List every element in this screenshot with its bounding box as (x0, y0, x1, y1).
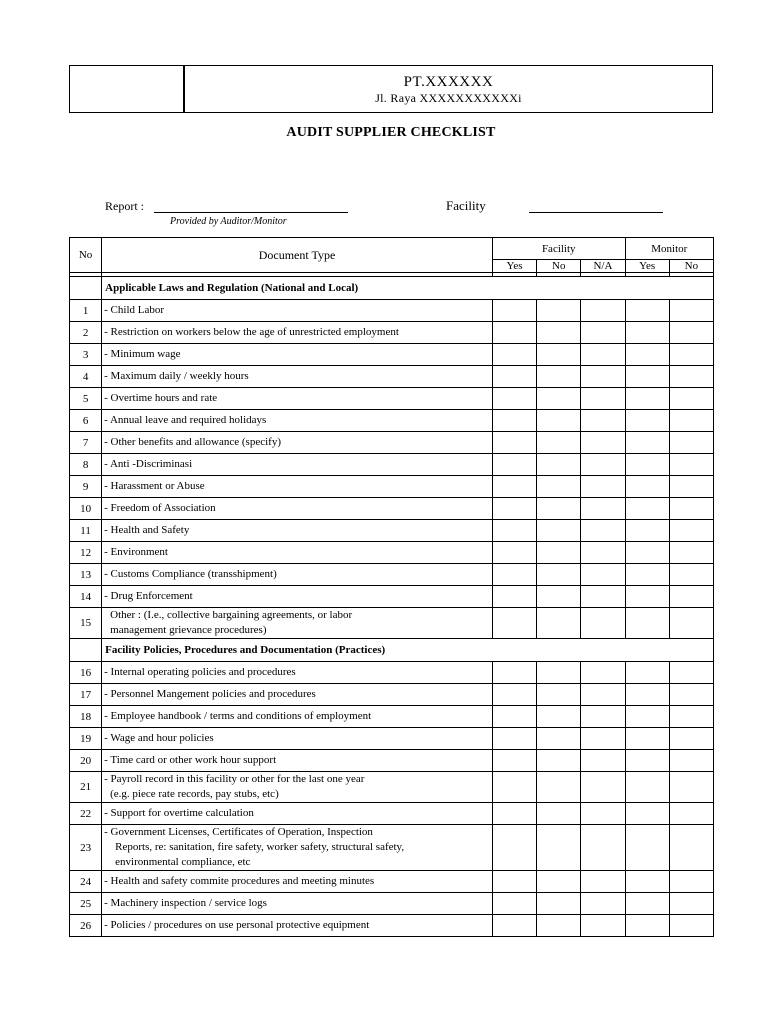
check-cell-facility-yes[interactable] (492, 803, 536, 825)
item-text-line: - Health and safety commite procedures and meeting minutes (104, 875, 375, 887)
item-text-line: - Support for overtime calculation (104, 807, 254, 819)
column-header-monitor-yes: Yes (625, 260, 669, 273)
check-cell-monitor-no[interactable] (669, 388, 713, 410)
check-cell-monitor-no[interactable] (669, 728, 713, 750)
check-cell-monitor-no[interactable] (669, 915, 713, 937)
table-row (70, 750, 714, 772)
item-number: 21 (70, 772, 102, 803)
table-row (70, 344, 714, 366)
check-cell-monitor-yes[interactable] (625, 586, 669, 608)
check-cell-facility-na[interactable] (581, 750, 625, 772)
company-info (185, 66, 712, 112)
check-cell-monitor-yes[interactable] (625, 803, 669, 825)
check-cell-facility-no[interactable] (537, 871, 581, 893)
item-number: 8 (70, 454, 102, 476)
section-row (70, 277, 714, 300)
check-cell-facility-no[interactable] (537, 410, 581, 432)
item-number: 3 (70, 344, 102, 366)
check-cell-monitor-no[interactable] (669, 893, 713, 915)
facility-field-line[interactable] (529, 212, 663, 213)
item-document-type (102, 498, 493, 520)
check-cell-facility-no[interactable] (537, 498, 581, 520)
item-text-line: - Internal operating policies and procedures (104, 666, 296, 678)
check-cell-facility-yes[interactable] (492, 586, 536, 608)
item-text-line: - Government Licenses, Certificates of Operation, Inspection (104, 826, 373, 838)
check-cell-facility-na[interactable] (581, 498, 625, 520)
checklist-body (70, 273, 714, 937)
check-cell-facility-yes[interactable] (492, 662, 536, 684)
column-header-facility-no: No (537, 260, 581, 273)
document-title: AUDIT SUPPLIER CHECKLIST (286, 125, 496, 140)
check-cell-facility-na[interactable] (581, 410, 625, 432)
item-number: 13 (70, 564, 102, 586)
check-cell-monitor-no[interactable] (669, 706, 713, 728)
item-text-line: - Personnel Mangement policies and procedures (104, 688, 316, 700)
item-document-type (102, 893, 493, 915)
check-cell-facility-yes[interactable] (492, 476, 536, 498)
check-cell-monitor-no[interactable] (669, 476, 713, 498)
check-cell-monitor-no[interactable] (669, 366, 713, 388)
item-document-type (102, 410, 493, 432)
check-cell-monitor-no[interactable] (669, 322, 713, 344)
section-title: Applicable Laws and Regulation (National and Local) (102, 277, 714, 300)
check-cell-facility-no[interactable] (537, 564, 581, 586)
section-title: Facility Policies, Procedures and Documentation (Practices) (102, 639, 714, 662)
check-cell-monitor-no[interactable] (669, 542, 713, 564)
check-cell-monitor-no[interactable] (669, 772, 713, 803)
item-number: 11 (70, 520, 102, 542)
check-cell-monitor-no[interactable] (669, 410, 713, 432)
item-text-line: - Maximum daily / weekly hours (104, 370, 249, 382)
check-cell-facility-na[interactable] (581, 706, 625, 728)
item-document-type (102, 432, 493, 454)
table-row (70, 586, 714, 608)
check-cell-facility-na[interactable] (581, 608, 625, 639)
check-cell-facility-no[interactable] (537, 684, 581, 706)
check-cell-facility-no[interactable] (537, 476, 581, 498)
check-cell-facility-no[interactable] (537, 825, 581, 871)
check-cell-monitor-yes[interactable] (625, 684, 669, 706)
check-cell-facility-na[interactable] (581, 825, 625, 871)
check-cell-facility-no[interactable] (537, 454, 581, 476)
check-cell-monitor-yes[interactable] (625, 300, 669, 322)
check-cell-monitor-yes[interactable] (625, 871, 669, 893)
report-label: Report : (105, 199, 144, 213)
column-header-monitor-no: No (669, 260, 713, 273)
check-cell-monitor-yes[interactable] (625, 825, 669, 871)
check-cell-facility-no[interactable] (537, 388, 581, 410)
item-document-type (102, 564, 493, 586)
section-row (70, 639, 714, 662)
column-header-facility-yes: Yes (492, 260, 536, 273)
check-cell-facility-na[interactable] (581, 476, 625, 498)
check-cell-facility-yes[interactable] (492, 366, 536, 388)
check-cell-facility-no[interactable] (537, 344, 581, 366)
check-cell-monitor-no[interactable] (669, 662, 713, 684)
check-cell-monitor-yes[interactable] (625, 366, 669, 388)
table-row (70, 803, 714, 825)
column-group-monitor: Monitor (625, 238, 713, 260)
item-number: 14 (70, 586, 102, 608)
item-text-line: - Freedom of Association (104, 502, 216, 514)
item-document-type (102, 300, 493, 322)
item-number: 10 (70, 498, 102, 520)
check-cell-facility-no[interactable] (537, 300, 581, 322)
check-cell-facility-no[interactable] (537, 520, 581, 542)
item-text-line: - Drug Enforcement (104, 590, 193, 602)
item-text-line: - Health and Safety (104, 524, 190, 536)
check-cell-facility-na[interactable] (581, 300, 625, 322)
check-cell-facility-no[interactable] (537, 432, 581, 454)
provided-by-note: Provided by Auditor/Monitor (170, 216, 287, 227)
check-cell-facility-yes[interactable] (492, 728, 536, 750)
check-cell-facility-yes[interactable] (492, 388, 536, 410)
check-cell-facility-yes[interactable] (492, 300, 536, 322)
item-text-line: Reports, re: sanitation, fire safety, worker safety, structural safety, (115, 841, 405, 853)
check-cell-facility-na[interactable] (581, 893, 625, 915)
table-row (70, 410, 714, 432)
check-cell-facility-na[interactable] (581, 366, 625, 388)
item-document-type (102, 520, 493, 542)
check-cell-facility-na[interactable] (581, 322, 625, 344)
item-text-line: - Restriction on workers below the age of unrestricted employment (104, 326, 399, 338)
section-number-cell (70, 639, 102, 662)
check-cell-monitor-yes[interactable] (625, 388, 669, 410)
check-cell-facility-na[interactable] (581, 915, 625, 937)
check-cell-facility-no[interactable] (537, 915, 581, 937)
check-cell-facility-yes[interactable] (492, 893, 536, 915)
check-cell-monitor-yes[interactable] (625, 498, 669, 520)
check-cell-facility-yes[interactable] (492, 706, 536, 728)
table-row (70, 871, 714, 893)
item-document-type (102, 476, 493, 498)
check-cell-monitor-no[interactable] (669, 825, 713, 871)
check-cell-facility-yes[interactable] (492, 410, 536, 432)
item-number: 12 (70, 542, 102, 564)
item-document-type (102, 586, 493, 608)
item-document-type (102, 322, 493, 344)
company-name: PT.XXXXXX (403, 73, 494, 90)
table-row (70, 608, 714, 639)
column-header-facility-na: N/A (581, 260, 625, 273)
check-cell-monitor-yes[interactable] (625, 750, 669, 772)
check-cell-monitor-no[interactable] (669, 608, 713, 639)
item-number: 2 (70, 322, 102, 344)
item-document-type (102, 344, 493, 366)
item-text-line: - Minimum wage (104, 348, 181, 360)
item-document-type (102, 915, 493, 937)
item-number: 23 (70, 825, 102, 871)
item-text-line: - Annual leave and required holidays (104, 414, 267, 426)
table-row (70, 520, 714, 542)
check-cell-monitor-yes[interactable] (625, 542, 669, 564)
item-number: 7 (70, 432, 102, 454)
check-cell-monitor-yes[interactable] (625, 662, 669, 684)
check-cell-monitor-no[interactable] (669, 300, 713, 322)
check-cell-facility-na[interactable] (581, 564, 625, 586)
check-cell-facility-na[interactable] (581, 662, 625, 684)
table-row (70, 498, 714, 520)
check-cell-facility-yes[interactable] (492, 772, 536, 803)
check-cell-facility-yes[interactable] (492, 454, 536, 476)
check-cell-facility-no[interactable] (537, 803, 581, 825)
check-cell-facility-no[interactable] (537, 772, 581, 803)
column-header-no: No (70, 238, 102, 273)
item-text-line: - Anti -Discriminasi (104, 458, 193, 470)
item-number: 22 (70, 803, 102, 825)
table-row (70, 432, 714, 454)
check-cell-facility-yes[interactable] (492, 915, 536, 937)
item-number: 1 (70, 300, 102, 322)
table-row (70, 728, 714, 750)
check-cell-facility-na[interactable] (581, 454, 625, 476)
table-row (70, 706, 714, 728)
check-cell-facility-yes[interactable] (492, 871, 536, 893)
check-cell-facility-na[interactable] (581, 803, 625, 825)
check-cell-monitor-no[interactable] (669, 344, 713, 366)
item-text-line: - Wage and hour policies (104, 732, 214, 744)
check-cell-facility-no[interactable] (537, 893, 581, 915)
check-cell-monitor-yes[interactable] (625, 410, 669, 432)
check-cell-facility-no[interactable] (537, 728, 581, 750)
item-text-line: - Harassment or Abuse (104, 480, 205, 492)
column-header-document-type: Document Type (102, 238, 493, 273)
item-text-line: - Overtime hours and rate (104, 392, 218, 404)
check-cell-monitor-no[interactable] (669, 432, 713, 454)
item-number: 25 (70, 893, 102, 915)
item-number: 18 (70, 706, 102, 728)
item-document-type (102, 542, 493, 564)
item-document-type (102, 871, 493, 893)
table-row (70, 300, 714, 322)
item-text-line: - Customs Compliance (transshipment) (104, 568, 277, 580)
item-number: 17 (70, 684, 102, 706)
check-cell-monitor-no[interactable] (669, 750, 713, 772)
company-address: Jl. Raya XXXXXXXXXXXi (375, 90, 522, 105)
item-number: 6 (70, 410, 102, 432)
table-row (70, 564, 714, 586)
check-cell-facility-no[interactable] (537, 586, 581, 608)
item-text-line: environmental compliance, etc (115, 856, 251, 868)
check-cell-facility-na[interactable] (581, 432, 625, 454)
table-row (70, 772, 714, 803)
check-cell-monitor-yes[interactable] (625, 772, 669, 803)
item-number: 5 (70, 388, 102, 410)
check-cell-monitor-no[interactable] (669, 454, 713, 476)
check-cell-facility-na[interactable] (581, 728, 625, 750)
item-text-line: - Environment (104, 546, 168, 558)
section-number-cell (70, 277, 102, 300)
item-text-line: - Employee handbook / terms and conditions of employment (104, 710, 372, 722)
item-number: 20 (70, 750, 102, 772)
table-row (70, 684, 714, 706)
logo-placeholder (70, 66, 185, 112)
check-cell-facility-yes[interactable] (492, 344, 536, 366)
check-cell-facility-no[interactable] (537, 542, 581, 564)
item-document-type (102, 750, 493, 772)
check-cell-facility-yes[interactable] (492, 750, 536, 772)
check-cell-monitor-yes[interactable] (625, 432, 669, 454)
check-cell-monitor-no[interactable] (669, 586, 713, 608)
check-cell-monitor-no[interactable] (669, 803, 713, 825)
check-cell-monitor-yes[interactable] (625, 322, 669, 344)
table-row (70, 322, 714, 344)
item-text-line: - Policies / procedures on use personal protective equipment (104, 919, 370, 931)
table-row (70, 915, 714, 937)
item-text-line: - Payroll record in this facility or other for the last one year (104, 773, 365, 785)
facility-label: Facility (446, 198, 486, 213)
check-cell-monitor-no[interactable] (669, 871, 713, 893)
item-document-type (102, 803, 493, 825)
check-cell-facility-yes[interactable] (492, 564, 536, 586)
check-cell-facility-na[interactable] (581, 520, 625, 542)
check-cell-facility-na[interactable] (581, 388, 625, 410)
item-number: 4 (70, 366, 102, 388)
check-cell-facility-yes[interactable] (492, 684, 536, 706)
item-document-type (102, 825, 493, 871)
check-cell-monitor-no[interactable] (669, 520, 713, 542)
item-document-type (102, 608, 493, 639)
item-text-line: (e.g. piece rate records, pay stubs, etc) (110, 788, 279, 800)
item-number: 19 (70, 728, 102, 750)
check-cell-facility-yes[interactable] (492, 498, 536, 520)
check-cell-facility-na[interactable] (581, 586, 625, 608)
check-cell-monitor-yes[interactable] (625, 706, 669, 728)
item-number: 9 (70, 476, 102, 498)
table-row (70, 542, 714, 564)
check-cell-monitor-yes[interactable] (625, 476, 669, 498)
check-cell-facility-yes[interactable] (492, 542, 536, 564)
check-cell-facility-yes[interactable] (492, 322, 536, 344)
check-cell-facility-no[interactable] (537, 366, 581, 388)
check-cell-monitor-yes[interactable] (625, 608, 669, 639)
check-cell-monitor-no[interactable] (669, 684, 713, 706)
table-row (70, 662, 714, 684)
check-cell-facility-na[interactable] (581, 542, 625, 564)
checklist-table (69, 237, 714, 937)
column-group-facility: Facility (492, 238, 625, 260)
check-cell-facility-yes[interactable] (492, 608, 536, 639)
check-cell-facility-na[interactable] (581, 871, 625, 893)
item-document-type (102, 706, 493, 728)
check-cell-monitor-yes[interactable] (625, 915, 669, 937)
check-cell-facility-na[interactable] (581, 684, 625, 706)
item-document-type (102, 454, 493, 476)
item-text-line: Other : (I.e., collective bargaining agreements, or labor (110, 609, 353, 621)
check-cell-monitor-yes[interactable] (625, 564, 669, 586)
check-cell-facility-no[interactable] (537, 750, 581, 772)
check-cell-monitor-yes[interactable] (625, 728, 669, 750)
table-row (70, 825, 714, 871)
check-cell-facility-yes[interactable] (492, 520, 536, 542)
item-document-type (102, 772, 493, 803)
item-text-line: management grievance procedures) (110, 624, 267, 636)
check-cell-facility-no[interactable] (537, 706, 581, 728)
check-cell-monitor-yes[interactable] (625, 520, 669, 542)
item-document-type (102, 366, 493, 388)
check-cell-facility-no[interactable] (537, 322, 581, 344)
item-text-line: - Child Labor (104, 304, 165, 316)
item-document-type (102, 388, 493, 410)
item-document-type (102, 662, 493, 684)
check-cell-monitor-no[interactable] (669, 498, 713, 520)
check-cell-monitor-yes[interactable] (625, 454, 669, 476)
table-row (70, 454, 714, 476)
check-cell-monitor-yes[interactable] (625, 344, 669, 366)
item-text-line: - Time card or other work hour support (104, 754, 277, 766)
check-cell-monitor-yes[interactable] (625, 893, 669, 915)
letterhead (69, 65, 713, 113)
item-number: 16 (70, 662, 102, 684)
table-row (70, 366, 714, 388)
item-text-line: - Machinery inspection / service logs (104, 897, 267, 909)
item-number: 26 (70, 915, 102, 937)
check-cell-facility-no[interactable] (537, 662, 581, 684)
item-document-type (102, 728, 493, 750)
check-cell-facility-yes[interactable] (492, 825, 536, 871)
check-cell-facility-no[interactable] (537, 608, 581, 639)
table-row (70, 893, 714, 915)
check-cell-facility-yes[interactable] (492, 432, 536, 454)
report-field-line[interactable] (154, 212, 348, 213)
table-row (70, 476, 714, 498)
item-text-line: - Other benefits and allowance (specify) (104, 436, 281, 448)
check-cell-monitor-no[interactable] (669, 564, 713, 586)
check-cell-facility-na[interactable] (581, 772, 625, 803)
item-number: 24 (70, 871, 102, 893)
item-number: 15 (70, 608, 102, 639)
item-document-type (102, 684, 493, 706)
check-cell-facility-na[interactable] (581, 344, 625, 366)
table-row (70, 388, 714, 410)
